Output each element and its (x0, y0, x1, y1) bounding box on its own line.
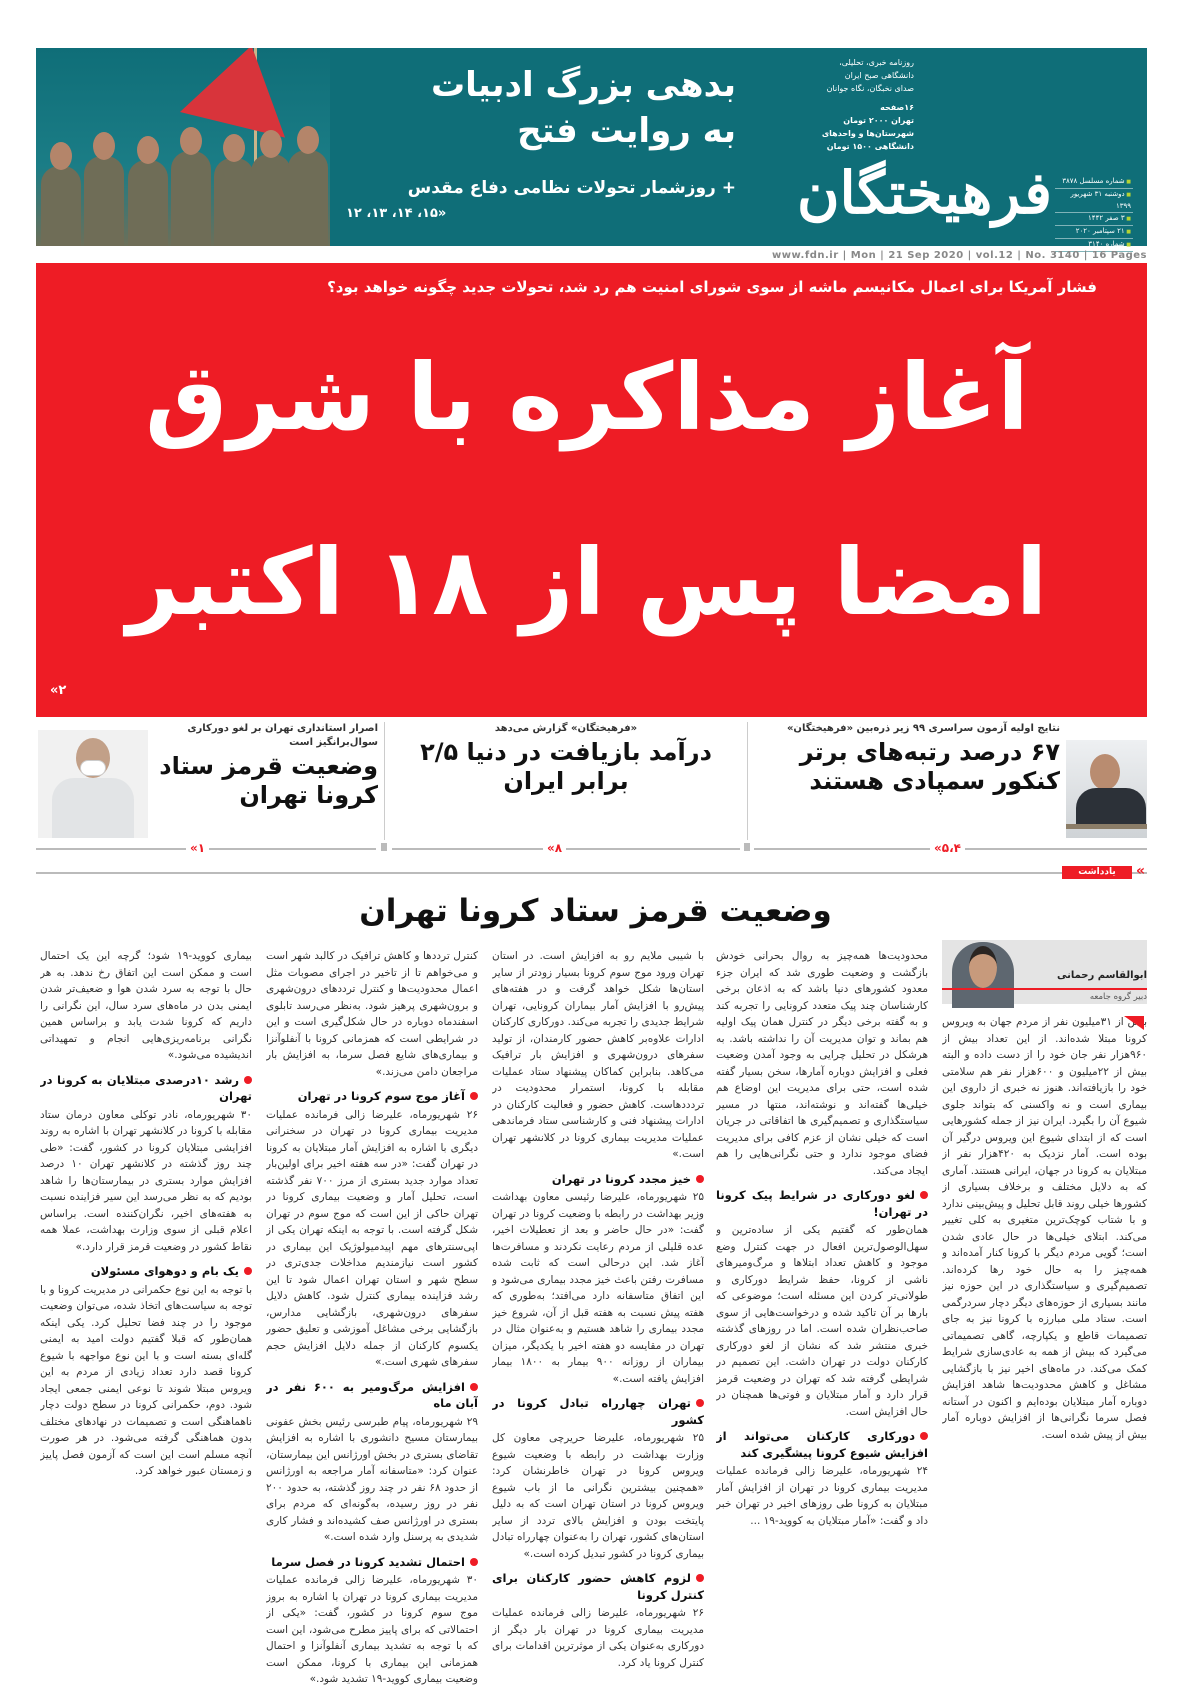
divider (747, 722, 748, 840)
article-subheading: خیز مجدد کرونا در تهران (492, 1171, 704, 1188)
lead-story[interactable] (36, 263, 1147, 717)
tagline: روزنامه خبری، تحلیلی، دانشگاهی صبح ایران (839, 58, 914, 80)
story-headline: وضعیت قرمز ستاد کرونا تهران (159, 752, 378, 809)
story-photo-official (38, 730, 148, 838)
article-column (266, 948, 478, 1690)
article-subheading: یک بام و دوهوای مسئولان (40, 1263, 252, 1280)
feature-photo-soldiers (36, 48, 330, 246)
masthead (36, 48, 1147, 246)
article-subheading: لغو دورکاری در شرایط پیک کرونا در تهران! (716, 1188, 928, 1219)
paragraph-marker-icon (1124, 1016, 1144, 1030)
article-paragraph: با توجه به این نوع حکمرانی در مدیریت کرونا و با توجه به سیاست‌های اتخاذ شده، می‌توان وضعیت موجود را در چند فضا تحلیل کرد. یکی اینکه همان‌طور که قبلا گفتیم دولت امید به ایمنی گله‌ای بسته است و با این نوع مواجهه با شیوع کرونا قصد دارد تعداد زیادی از مردم به این ویروس مبتلا شوند تا نوعی ایمنی جمعی ایجاد شود. دوم، حکمرانی کرونا در سطح دولت دچار ناهماهنگی است و تصمیمات در نهادهای مختلف بدون هماهنگی گرفته می‌شود. در هر صورت آنچه مسلم است این است که آزمون فصل پاییز و زمستان عبور خواهد کرد. (40, 1283, 252, 1477)
article-column (942, 1014, 1147, 1690)
article-paragraph: ۲۴ شهریورماه، علیرضا زالی فرمانده عملیات مدیریت بیماری کرونا در تهران از افزایش آمار مبتلایان به کرونا طی روزهای اخیر در تهران خبر داد و گفت: «آمار مبتلایان به کووید-۱۹ ... (716, 1465, 928, 1527)
section-tag: یادداشت (1062, 866, 1132, 879)
tagline: صدای نخبگان، نگاه جوانان (826, 84, 914, 93)
article-paragraph: کنترل ترددها و کاهش ترافیک در کالبد شهر است و می‌خواهم تا از تاخیر در اجرای مصوبات مثل اعمال محدودیت‌ها و کنترل ترددهای درون‌شهری و برون‌شهری پرهیز شود. به‌نظر می‌رسد تابلوی اسفندماه دوباره در حال شکل‌گیری است و این در شرایطی است که همزمانی کرونا با آنفلوآنزا و بیماری‌های شایع فصل سرما، به افزایش بار مراجعان دامن می‌زند.» (266, 950, 478, 1078)
divider-marker (381, 843, 387, 851)
article-paragraph: ۲۶ شهریورماه، علیرضا زالی فرمانده عملیات مدیریت بیماری کرونا در تهران در سخنرانی دیگری با اشاره به افزایش آمار مبتلایان به کرونا در تهران گفت: «در سه هفته اخیر برای اولین‌بار تعداد موارد جدید بستری از مرز ۷۰۰ نفر گذشته است، تحلیل آمار و وضعیت بیماری کرونا در تهران حاکی از این است که موج سوم در تهران شکل گرفته است. با توجه به اینکه تهران یکی از اپی‌سنترهای مهم اپیدمیولوژیک این بیماری در کشور است نیازمندیم مداخلات جدی‌تری در سطح شهر و استان تهران اعمال شود تا این رشد فزاینده بیماری کنترل شود. کاهش دلایل سفرهای درون‌شهری، بازگشایی مدارس، بازگشایی برخی مشاغل آموزشی و تعلیق حضور یکسوم کارکنان از جمله دلایل افزایش حجم سفرهای شهری است.» (266, 1108, 478, 1368)
story-page-ref[interactable]: «۵،۴ (930, 841, 965, 855)
page-count: ۱۶صفحه (880, 103, 914, 112)
feature-headline-line: بدهی بزرگ ادبیات (430, 65, 736, 105)
chevron-left-icon: « (1136, 863, 1146, 879)
lead-kicker: فشار آمریکا برای اعمال مکانیسم ماشه از سوی شورای امنیت هم رد شد، تحولات جدید چگونه خواهد بود؟ (327, 278, 1097, 296)
story-kicker: اصرار استانداری تهران بر لغو دورکاری سوال‌برانگیز است (187, 723, 378, 748)
author-role: دبیر گروه جامعه (1089, 992, 1147, 1002)
story-kicker: «فرهیختگان» گزارش می‌دهد (494, 723, 638, 734)
author-rule (942, 988, 1147, 990)
story-page-ref[interactable]: «۱ (186, 841, 209, 855)
article-subheading: رشد ۱۰درصدی مبتلایان به کرونا در تهران (40, 1072, 252, 1103)
story-headline: درآمد بازیافت در دنیا ۲/۵ برابر ایران (420, 738, 712, 795)
article-paragraph: ۳۰ شهریورماه، نادر توکلی معاون درمان ستاد مقابله با کرونا در کلانشهر تهران با اشاره به روند افزایشی مبتلایان کرونا در کشور، گفت: «طی چند روز گذشته در کلانشهر تهران ۱۰ درصد افزایش موارد بستری در بیمارستان‌ها را شاهد بودیم که به نظر می‌رسد این سیر فزاینده نسبت به هفته‌های اخیر، نگران‌کننده است. براساس اعلام قبلی از سوی وزارت بهداشت، عملا همه نقاط کشور در وضعیت قرمز قرار دارد.» (40, 1108, 252, 1253)
tagline-block (804, 56, 914, 153)
article-paragraph: بیش از ۳۱میلیون نفر از مردم جهان به ویروس کرونا مبتلا شده‌اند. از این تعداد بیش از ۹۶۰هزار نفر جان خود را از دست داده و البته بیش از ۲۲میلیون و ۶۰۰هزار نفر هم سلامتی خود را بازیافته‌اند. هنوز نه خبری از داروی این بیماری است و نه واکسنی که بتواند جلوی شیوع آن را بگیرد. ایران نیز از جمله کشورهایی است که از ابتدای شیوع این ویروس درگیر آن بوده است. آمار نزدیک به ۴۲۰هزار نفر از مبتلایان به کرونا در جهان، ایرانی هستند. آماری که به دلایل مختلف و برخلاف بسیاری از کشورها خیلی روند قابل تحلیل و پیش‌بینی ندارد و با شتاب کوچک‌ترین متغیری به کلی تغییر می‌کند. ابتلای خیلی‌ها در حال عادی شدن است؛ گویی مردم دیگر با کرونا کنار آمده‌اند و همه‌چیز را به حال خود رها کرده‌اند. تصمیم‌گیری و سیاستگذاری در این حوزه نیز مانند بسیاری از حوزه‌های دیگر دچار سردرگمی است. ستاد ملی مبارزه با کرونا نیز به جای تصمیمات قاطع و یکپارچه، گاهی تصمیماتی می‌گیرد که بیش از همه به عادی‌سازی شرایط کمک می‌کند. در ماه‌های اخیر نیز با بازگشایی مشاغل و کاهش محدودیت‌ها شاهد افزایش دوباره آمار مبتلایان بوده‌ایم و اکنون در آستانه فصل سرما نگرانی‌ها از افزایش دوباره آمار بیش از پیش شده است. (942, 1016, 1147, 1441)
issue-number: ■ شماره ۳۱۴۰ (1055, 239, 1133, 252)
issue-serial: ■ شماره مسلسل ۳۸۷۸ (1055, 176, 1133, 189)
article-paragraph: بیماری کووید-۱۹ شود؛ گرچه این یک احتمال است و ممکن است این اتفاق رخ ندهد. به هر حال با توجه به سرد شدن هوا و ضعیف‌تر شدن ایمنی بدن در ماه‌های سرد سال، این نگرانی را داریم که کرونا شدت یابد و براساس همین نگرانی برنامه‌ریزی‌هایی انجام و تمهیداتی اندیشیده می‌شود.» (40, 950, 252, 1061)
author-avatar (952, 942, 1014, 1008)
article-paragraph: همان‌طور که گفتیم یکی از ساده‌ترین و سهل‌الوصول‌ترین افعال در جهت کنترل وضع موجود و کاهش تعداد ابتلاها و مرگ‌ومیرهای ناشی از کرونا، حفظ شرایط دورکاری و طولانی‌تر کردن این مسئله است؛ موضوعی که بارها بر آن تاکید شده و درخواست‌هایی از سوی صاحب‌نظران شده است. اما در روزهای گذشته خبری منتشر شد که نشان از لغو دورکاری کارکنان دولت در تهران داشت. این تصمیم در شرایطی گرفته شد که تهران در وضعیت قرمز قرار دارد و آمار مبتلایان و فوتی‌ها همچنان در حال افزایش است. (716, 1224, 928, 1418)
article-subheading: لزوم کاهش حضور کارکنان برای کنترل کرونا (492, 1571, 704, 1602)
price: شهرستان‌ها و واحدهای (821, 129, 914, 138)
article-paragraph: ۲۶ شهریورماه، علیرضا زالی فرمانده عملیات مدیریت بیماری کرونا در تهران بار دیگر از دورکاری به‌عنوان یکی از موثرترین اقدامات برای کنترل کرونا یاد کرد. (492, 1607, 704, 1669)
lead-headline-line1: آغاز مذاکره با شرق (145, 344, 1029, 451)
divider (384, 722, 385, 840)
article-subheading: تهران چهارراه تبادل کرونا در کشور (492, 1396, 704, 1427)
article-subheading: آغاز موج سوم کرونا در تهران (266, 1088, 478, 1105)
article-paragraph: ۲۹ شهریورماه، پیام طبرسی رئیس بخش عفونی بیمارستان مسیح دانشوری با اشاره به افزایش تقاضای بستری در بخش اورژانس این بیمارستان، عنوان کرد: «متاسفانه آمار مراجعه به اورژانس از حدود ۶۸ نفر در چند روز گذشته، به حدود ۲۰۰ نفر در روز رسیده، به‌گونه‌ای که مردم برای بستری در اورژانس صف کشیده‌اند و فشار کاری شدیدی به پرسنل وارد شده است.» (266, 1415, 478, 1543)
story-headline: ۶۷ درصد رتبه‌های برتر کنکور سمپادی هستند (799, 738, 1060, 795)
lead-page-ref[interactable]: «۲ (50, 683, 67, 698)
note-title: وضعیت قرمز ستاد کرونا تهران (359, 893, 832, 929)
article-paragraph: ۳۰ شهریورماه، علیرضا زالی فرمانده عملیات مدیریت بیماری کرونا در تهران با اشاره به بروز موج سوم کرونا در کشور، گفت: «یکی از احتمالاتی که برای پاییز مطرح می‌شود، این است که با توجه به تشدید بیماری آنفلوآنزا و احتمال همزمانی این بیماری با کرونا، ممکن است وضعیت بیماری کووید-۱۹ تشدید شود.» (266, 1574, 478, 1685)
newspaper-logo: فرهیختگان (796, 159, 1052, 227)
article-subheading: افزایش مرگ‌ومیر به ۶۰۰ نفر در آبان ماه (266, 1379, 478, 1410)
story-corona-tehran[interactable] (150, 722, 378, 839)
feature-headline-line: به روایت فتح (517, 111, 736, 151)
article-paragraph: ۲۵ شهریورماه، علیرضا رئیسی معاون بهداشت وزیر بهداشت در رابطه با وضعیت کرونا در تهران گفت: «در حال حاضر و بعد از تعطیلات اخیر، عده قلیلی از مردم رعایت نکردند و مسافرت‌ها آغاز شد. این درحالی است که ثابت شده مسافرت رفتن باعث خیز مجدد بیماری می‌شود و این اتفاق متاسفانه دارد می‌افتد؛ به‌طوری که هفته پیش نسبت به هفته قبل از آن، شروع خیز مجدد بیماری را شاهد هستیم و به‌عنوان مثال در تهران در مقایسه دو هفته اخیر با یکدیگر، میزان بیماران از روزانه ۹۰۰ بیمار به ۱۸۰۰ بیمار افزایش یافته است.» (492, 1191, 704, 1385)
story-recycling[interactable] (392, 722, 740, 839)
article-subheading: دورکاری کارکنان می‌تواند از افزایش شیوع کرونا پیشگیری کند (716, 1429, 928, 1460)
feature-page-ref[interactable]: «۱۵، ۱۴، ۱۳، ۱۲ (346, 206, 447, 221)
story-page-ref[interactable]: «۸ (543, 841, 566, 855)
article-subheading: احتمال تشدید کرونا در فصل سرما (266, 1554, 478, 1571)
feature-subheadline: + روزشمار تحولات نظامی دفاع مقدس (407, 178, 736, 198)
story-photo-student (1066, 740, 1147, 838)
article-paragraph: محدودیت‌ها همه‌چیز به روال بحرانی خودش بازگشت و وضعیت طوری شد که ایران جزء معدود کشورهای دنیا باشد که به اذعان برخی کارشناسان چند پیک متعدد کرونایی را تجربه کند و به گفته برخی دیگر در کنترل همان پیک اولیه هم بماند و توان مدیریت آن را نداشته باشد. به هرشکل در تحلیل چرایی به وجود آمدن وضعیت فعلی و افزایش دوباره آمارها، سخن بسیار گفته شده است، حتی برای مدیریت این اوضاع هم خیلی‌ها گفته‌اند و نوشته‌اند، منتها در مسیر سیاستگذاری و تصمیم‌گیری ها اتفاقاتی در جریان است که خیلی نشان از عزم کافی برای مدیریت فضای موجود ندارد و حتی نگرانی‌هایی را هم ایجاد می‌کند. (716, 950, 928, 1177)
issue-date-gregorian: ■ ۲۱ سپتامبر ۲۰۲۰ (1055, 226, 1133, 239)
article-column (716, 948, 928, 1690)
article-paragraph: با شیبی ملایم رو به افزایش است. در استان تهران ورود موج سوم کرونا بسیار زودتر از سایر استان‌ها شکل خواهد گرفت و در هفته‌های پیش‌رو با افزایش آمار بیماران کرونایی، تهران شرایط جدیدی را تجربه می‌کند. دورکاری کارکنان ادارات علاوه‌بر کاهش حضور کارمندان، از تولید سفرهای درون‌شهری و افزایش بار ترافیک می‌کاهد. بنابراین کماکان پیشنهاد ستاد عملیات مقابله با کرونا، استمرار محدودیت در تردددهاست. کاهش حضور و فعالیت کارکنان در ادارات پیشنهاد فنی و کارشناسی ستاد فرماندهی عملیات مدیریت بیماری کرونا در کلانشهر تهران است.» (492, 950, 704, 1160)
feature-headline[interactable] (346, 62, 736, 154)
article-column (492, 948, 704, 1690)
lead-headline-line2: امضا پس از ۱۸ اکتبر (126, 529, 1048, 636)
price: تهران ۲۰۰۰ تومان (843, 116, 914, 125)
issue-date-persian: ■ دوشنبه ۳۱ شهریور ۱۳۹۹ (1055, 189, 1133, 213)
story-kicker: نتایج اولیه آزمون سراسری ۹۹ زیر ذره‌بین «فرهیختگان» (786, 723, 1060, 734)
author-name: ابوالقاسم رحمانی (1056, 970, 1147, 981)
article-paragraph: ۲۵ شهریورماه، علیرضا حریرچی معاون کل وزارت بهداشت در رابطه با وضعیت شیوع ویروس کرونا در تهران خاطرنشان کرد: «همچنین بیشترین نگرانی ما از باب شیوع ویروس کرونا در استان تهران است که به دلیل پایتخت بودن و افزایش بالای تردد از سایر استان‌های کشور، تهران را به‌عنوان چهارراه تبادل بیماری کرونا در کشور تبدیل کرده است.» (492, 1432, 704, 1560)
price: دانشگاهی ۱۵۰۰ تومان (826, 142, 914, 151)
issue-info (1055, 176, 1133, 252)
story-konkur[interactable] (754, 722, 1060, 839)
issue-date-hijri: ■ ۳ صفر ۱۴۴۲ (1055, 213, 1133, 226)
article-column (40, 948, 252, 1690)
section-rule (36, 872, 1147, 874)
info-line: www.fdn.ir | Mon | 21 Sep 2020 | vol.12 | No. 3140 | 16 Pages (771, 250, 1147, 261)
divider-marker (744, 843, 750, 851)
